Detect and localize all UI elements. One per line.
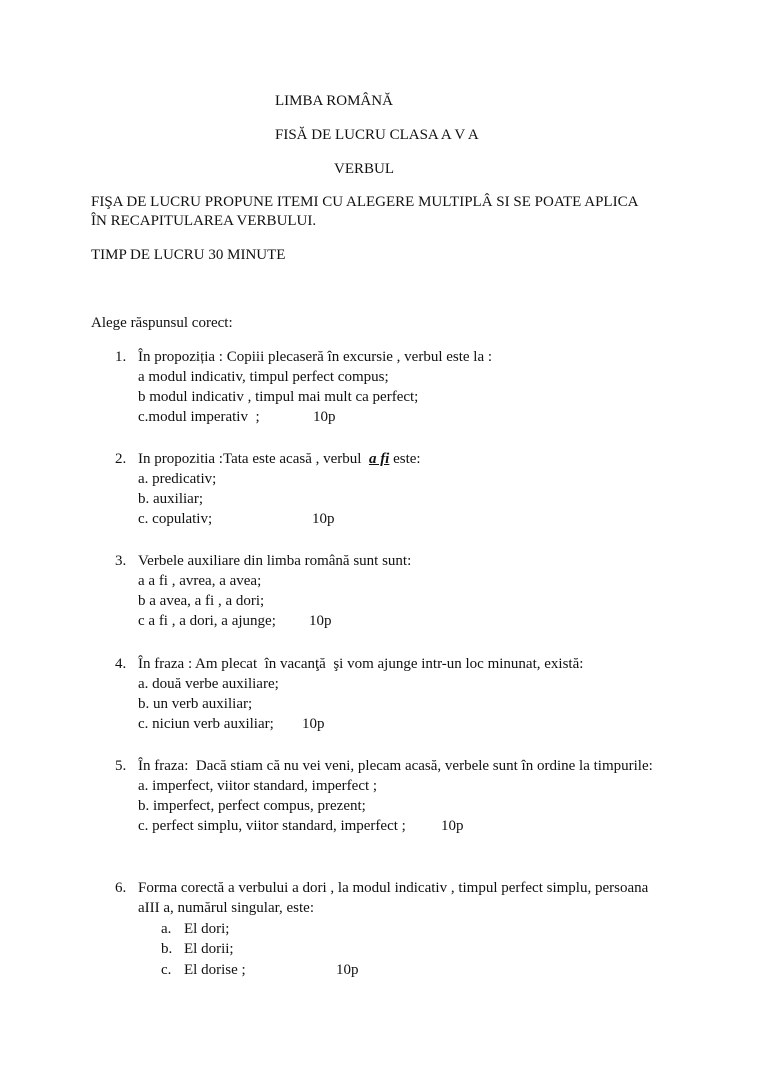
subject-title: LIMBA ROMÂNĂ <box>275 93 393 109</box>
points: 10p <box>302 716 325 732</box>
question-text: În fraza: Dacă stiam că nu vei veni, plecam acasă, verbele sunt în ordine la timpurile: <box>138 758 653 774</box>
option-c: c. perfect simplu, viitor standard, imperfect ; <box>138 818 406 834</box>
emphasized-verb: a fi <box>368 451 390 467</box>
question-text-start: In propozitia :Tata este acasă , verbul <box>138 451 369 467</box>
question-text-line-2: aIII a, numărul singular, este: <box>138 900 315 916</box>
question-text-line-1: Forma corectă a verbului a dori , la modul indicativ , timpul perfect simplu, persoana <box>138 880 649 896</box>
question-number: 4. <box>115 656 127 672</box>
question-number: 3. <box>115 553 127 569</box>
option-a: a modul indicativ, timpul perfect compus; <box>138 369 389 385</box>
option-b: b. un verb auxiliar; <box>138 696 253 712</box>
option-a: El dori; <box>184 921 230 937</box>
question-text: În propoziția : Copiii plecaseră în excursie , verbul este la : <box>138 349 493 365</box>
option-b: El dorii; <box>184 941 234 957</box>
option-b: b a avea, a fi , a dori; <box>138 593 265 609</box>
instruction: Alege răspunsul corect: <box>91 315 233 331</box>
question-number: 2. <box>115 451 127 467</box>
worksheet-title: FISĂ DE LUCRU CLASA A V A <box>275 127 479 143</box>
question-number: 5. <box>115 758 127 774</box>
option-c: c. niciun verb auxiliar; <box>138 716 274 732</box>
topic-title: VERBUL <box>334 161 394 177</box>
option-c: c. copulativ; <box>138 511 213 527</box>
question-text-end: este: <box>389 451 421 467</box>
option-a: a a fi , avrea, a avea; <box>138 573 262 589</box>
question-number: 6. <box>115 880 127 896</box>
option-b: b modul indicativ , timpul mai mult ca perfect; <box>138 389 419 405</box>
option-a: a. predicativ; <box>138 471 217 487</box>
option-letter-c: c. <box>161 962 172 978</box>
points: 10p <box>313 409 336 425</box>
points: 10p <box>441 818 464 834</box>
option-a: a. imperfect, viitor standard, imperfect ; <box>138 778 378 794</box>
option-b: b. imperfect, perfect compus, prezent; <box>138 798 366 814</box>
work-time: TIMP DE LUCRU 30 MINUTE <box>91 247 286 263</box>
question-number: 1. <box>115 349 127 365</box>
points: 10p <box>312 511 335 527</box>
option-b: b. auxiliar; <box>138 491 203 507</box>
option-c: c.modul imperativ ; <box>138 409 260 425</box>
option-a: a. două verbe auxiliare; <box>138 676 279 692</box>
intro-line-1: FIŞA DE LUCRU PROPUNE ITEMI CU ALEGERE MULTIPLÂ SI SE POATE APLICA <box>91 194 639 210</box>
option-c: El dorise ; <box>184 962 246 978</box>
points: 10p <box>336 962 359 978</box>
option-c: c a fi , a dori, a ajunge; <box>138 613 276 629</box>
question-text: În fraza : Am plecat în vacanţă şi vom ajunge intr-un loc minunat, există: <box>138 656 584 672</box>
option-letter-b: b. <box>161 941 173 957</box>
option-letter-a: a. <box>161 921 172 937</box>
points: 10p <box>309 613 332 629</box>
question-text <box>138 450 421 468</box>
question-text: Verbele auxiliare din limba română sunt sunt: <box>138 553 412 569</box>
intro-line-2: ÎN RECAPITULAREA VERBULUI. <box>91 213 317 229</box>
